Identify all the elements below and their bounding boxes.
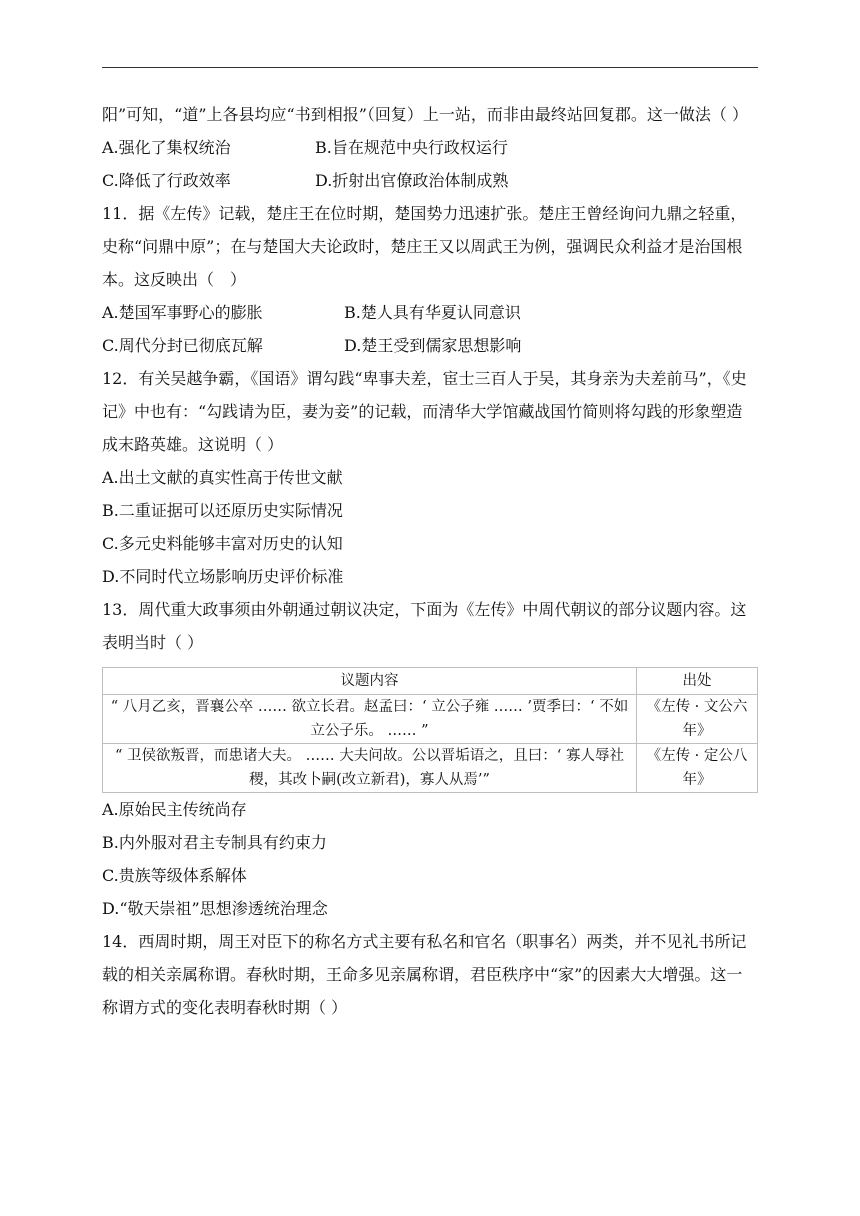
option-c[interactable]: C.周代分封已彻底瓦解: [102, 336, 263, 355]
table-cell-source: 《左传 · 定公八年》: [637, 744, 758, 793]
document-body: [102, 98, 758, 1024]
question-11-options-row-2: [102, 329, 758, 362]
question-11-stem: 11．据《左传》记载，楚庄王在位时期，楚国势力迅速扩张。楚庄王曾经询问九鼎之轻重，史称“问鼎中原”；在与楚国大夫论政时，楚庄王又以周武王为例，强调民众利益才是治国根本。这反映出（ ）: [102, 204, 747, 289]
option-b[interactable]: B.楚人具有华夏认同意识: [344, 303, 521, 322]
table-row: [103, 744, 758, 793]
option-b[interactable]: B.二重证据可以还原历史实际情况: [102, 501, 343, 520]
option-d[interactable]: D.楚王受到儒家思想影响: [344, 336, 522, 355]
option-a[interactable]: A.原始民主传统尚存: [102, 800, 247, 819]
question-11-options-row-1: [102, 296, 758, 329]
header-rule: [102, 67, 758, 68]
option-c[interactable]: C.降低了行政效率: [102, 171, 231, 190]
question-10-options-row-1: [102, 131, 758, 164]
option-a[interactable]: A.楚国军事野心的膨胀: [102, 303, 263, 322]
option-b[interactable]: B.旨在规范中央行政权运行: [315, 138, 508, 157]
table-row: [103, 695, 758, 744]
table-header-row: [103, 668, 758, 695]
question-10-options-row-2: [102, 164, 758, 197]
question-13-stem: 13．周代重大政事须由外朝通过朝议决定，下面为《左传》中周代朝议的部分议题内容。这表明当时（ ）: [102, 600, 747, 652]
option-a[interactable]: A.出土文献的真实性高于传世文献: [102, 468, 343, 487]
option-b[interactable]: B.内外服对君主专制具有约束力: [102, 833, 327, 852]
option-c[interactable]: C.多元史料能够丰富对历史的认知: [102, 534, 343, 553]
option-d[interactable]: D.不同时代立场影响历史评价标准: [102, 567, 344, 586]
option-c[interactable]: C.贵族等级体系解体: [102, 866, 247, 885]
option-a[interactable]: A.强化了集权统治: [102, 138, 231, 157]
table-header-source: 出处: [637, 668, 758, 695]
table-cell-source: 《左传 · 文公六年》: [637, 695, 758, 744]
option-d[interactable]: D.折射出官僚政治体制成熟: [315, 171, 509, 190]
table-cell-content: “ 卫侯欲叛晋，而患诸大夫。 …… 大夫问故。公以晋垢语之，且曰：‘ 寡人辱社稷，其改卜嗣(改立新君)，寡人从焉’”: [103, 744, 637, 793]
table-header-content: 议题内容: [103, 668, 637, 695]
table-cell-content: “ 八月乙亥，晋襄公卒 …… 欲立长君。赵孟曰：‘ 立公子雍 …… ’贾季曰：‘ 不如立公子乐。 …… ”: [103, 695, 637, 744]
option-d[interactable]: D.“敬天崇祖”思想渗透统治理念: [102, 899, 328, 918]
source-table: [102, 667, 758, 793]
question-12-stem: 12．有关吴越争霸，《国语》谓勾践“卑事夫差，宦士三百人于吴，其身亲为夫差前马”，《史记》中也有：“勾践请为臣，妻为妾”的记载，而清华大学馆藏战国竹简则将勾践的形象塑造成末路英雄。这说明（ ）: [102, 369, 747, 454]
question-14-stem: 14．西周时期，周王对臣下的称名方式主要有私名和官名（职事名）两类，并不见礼书所记载的相关亲属称谓。春秋时期，王命多见亲属称谓，君臣秩序中“家”的因素大大增强。这一称谓方式的变化表明春秋时期（ ）: [102, 932, 747, 1017]
question-10-stem-tail: 阳”可知，“道”上各县均应“书到相报”（回复）上一站，而非由最终站回复郡。这一做法（ ）: [102, 105, 748, 124]
